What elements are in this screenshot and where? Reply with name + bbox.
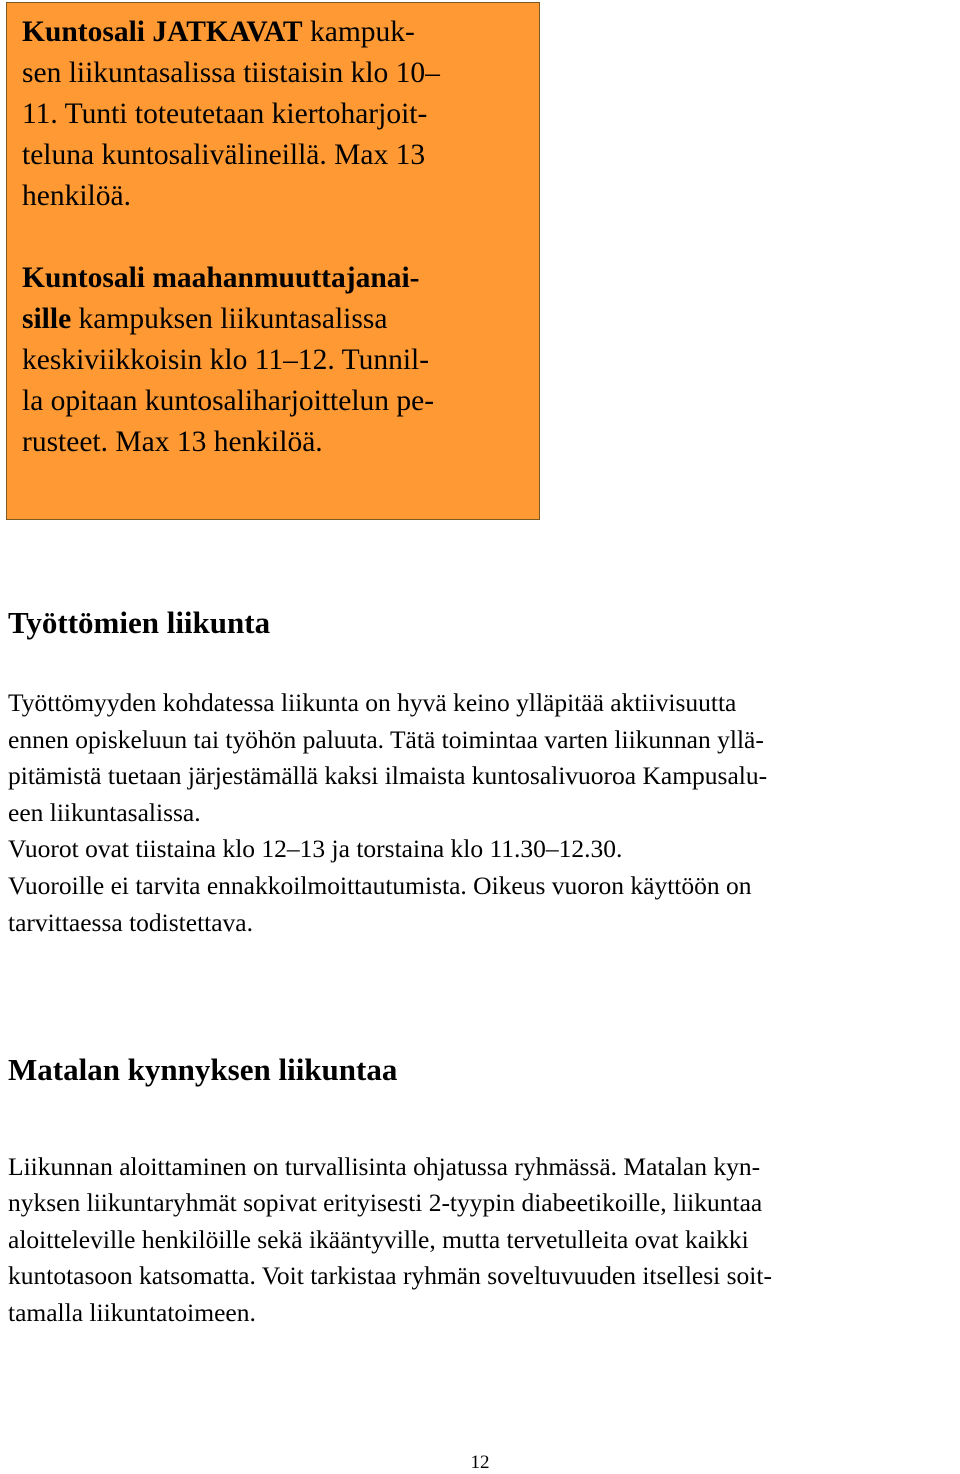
box-item-kuntosali-jatkavat: Kuntosali JATKAVAT kampuk- sen liikuntasalissa tiistaisin klo 10– 11. Tunti toteutetaan kiertoharjoit- teluna kuntosalivälineillä. Max 13 henkilöä.: [22, 16, 440, 212]
box-item-title: Kuntosali maahanmuuttajanai-: [22, 262, 420, 294]
section-title-matalan-kynnyksen-liikuntaa: Matalan kynnyksen liikuntaa: [8, 1052, 398, 1087]
section-body-matalan-kynnyksen-liikuntaa: Liikunnan aloittaminen on turvallisinta ohjatussa ryhmässä. Matalan kyn- nyksen liikuntaryhmät sopivat erityisesti 2-tyypin diabeetikoille, liikuntaa aloitteleville henkilöille sekä ikääntyville, mutta tervetulleita ovat kaikki kuntotasoon katsomatta. Voit tarkistaa ryhmän soveltuvuuden itsellesi soit- tamalla liikuntatoimeen.: [8, 1152, 772, 1327]
highlight-box: [6, 2, 540, 520]
section-title-tyottomien-liikunta: Työttömien liikunta: [8, 605, 271, 640]
box-item-title-cont: sille: [22, 303, 72, 335]
box-item-kuntosali-maahanmuuttajanaisille: Kuntosali maahanmuuttajanai- sille kampuksen liikuntasalissa keskiviikkoisin klo 11–12. Tunnil- la opitaan kuntosaliharjoittelun pe- rusteet. Max 13 henkilöä.: [22, 262, 435, 458]
section-body-tyottomien-liikunta: Työttömyyden kohdatessa liikunta on hyvä keino ylläpitää aktiivisuutta ennen opiskeluun tai työhön paluuta. Tätä toimintaa varten liikunnan yllä- pitämistä tuetaan järjestämällä kaksi ilmaista kuntosalivuoroa Kampusalu- een liikuntasalissa. Vuorot ovat tiistaina klo 12–13 ja torstaina klo 11.30–12.30. Vuoroille ei tarvita ennakkoilmoittautumista. Oikeus vuoron käyttöön on tarvittaessa todistettava.: [8, 688, 768, 937]
page-number: 12: [470, 1452, 490, 1473]
box-item-title: Kuntosali JATKAVAT: [22, 16, 303, 48]
